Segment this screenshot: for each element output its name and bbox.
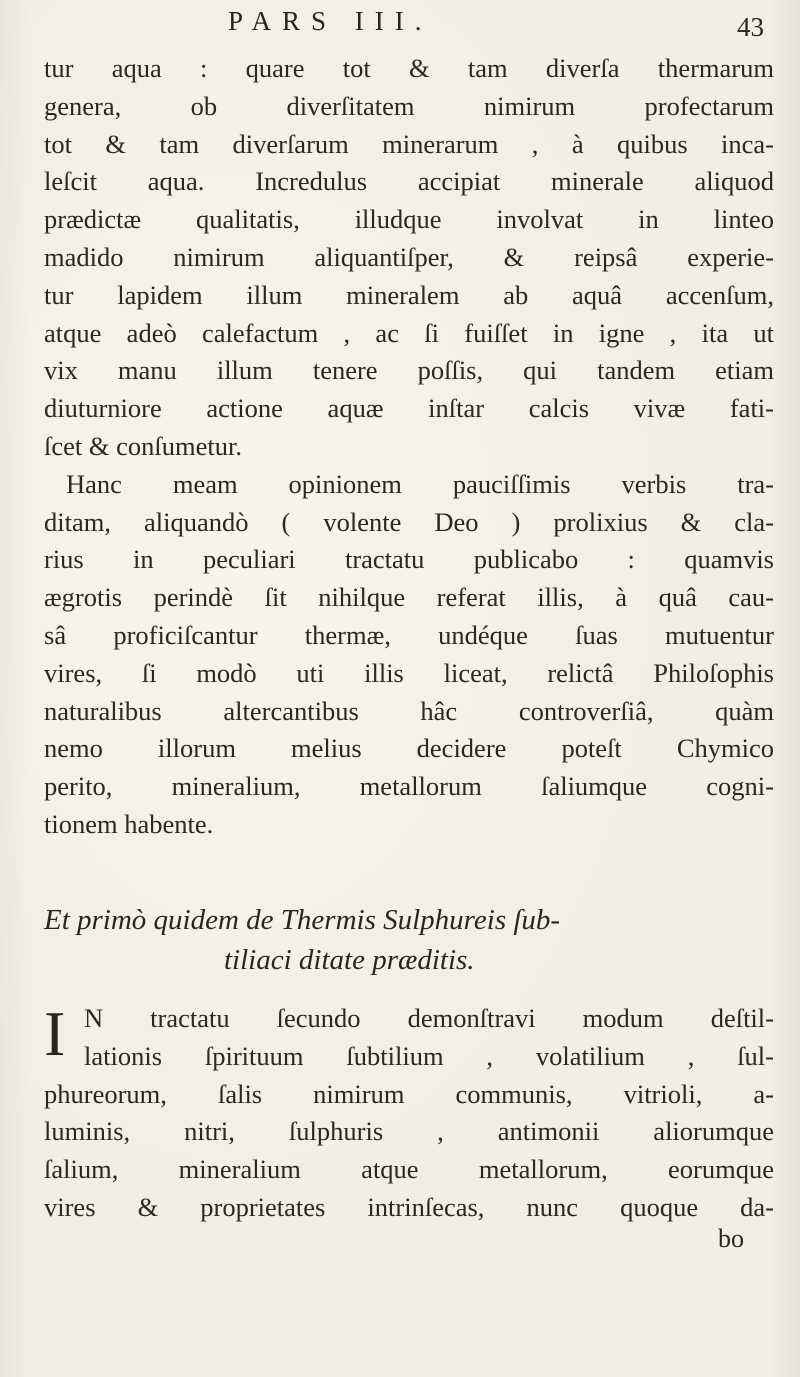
section-body [44, 1000, 774, 1227]
text-line: tionem habente. [44, 808, 214, 839]
text-line: phureorum, ſalis nimirum communis, vitrioli, a- [44, 1078, 774, 1109]
text-line: diuturniore actione aquæ inſtar calcis vivæ fati- [44, 393, 774, 424]
text-line: leſcit aqua. Incredulus accipiat minerale aliquod [44, 166, 774, 197]
text-line: vix manu illum tenere poſſis, qui tandem etiam [44, 355, 774, 386]
text-line: tur aqua : quare tot & tam diverſa thermarum [44, 53, 774, 83]
section-heading-line: Et primò quidem de Thermis Sulphureis ſub- [44, 904, 561, 936]
text-line: sâ proficiſcantur thermæ, undéque ſuas mutuentur [44, 619, 774, 650]
text-line: luminis, nitri, ſulphuris , antimonii aliorumque [44, 1116, 774, 1147]
text-line: nemo illorum melius decidere poteſt Chymico [44, 733, 774, 764]
text-line: ditam, aliquandò ( volente Deo ) prolixius & cla- [44, 506, 774, 537]
text-line: vires, ſi modò uti illis liceat, relictâ Philoſophis [44, 657, 774, 688]
text-line: N tractatu ſecundo demonſtravi modum deſtil- [84, 1003, 774, 1033]
drop-initial: I [44, 998, 66, 1069]
text-line: rius in peculiari tractatu publicabo : quamvis [44, 544, 774, 575]
page-header [0, 4, 800, 44]
text-line: perito, mineralium, metallorum ſaliumque cogni- [44, 771, 774, 802]
text-line: tot & tam diverſarum minerarum , à quibus inca- [44, 128, 774, 159]
text-line: atque adeò calefactum , ac ſi fuiſſet in igne , ita ut [44, 317, 774, 348]
text-line: ſcet & conſumetur. [44, 430, 242, 461]
section-heading-line: tiliaci ditate præditis. [224, 944, 475, 976]
text-line: lationis ſpirituum ſubtilium , volatilium , ſul- [84, 1040, 774, 1071]
text-line: tur lapidem illum mineralem ab aquâ accenſum, [44, 279, 774, 310]
text-line: prædictæ qualitatis, illudque involvat in linteo [44, 204, 774, 235]
text-line: ſalium, mineralium atque metallorum, eorumque [44, 1154, 774, 1185]
text-line: naturalibus altercantibus hâc controverſiâ, quàm [44, 695, 774, 726]
page-number: 43 [737, 12, 764, 42]
text-line: Hanc meam opinionem pauciſſimis verbis tra- [66, 468, 774, 499]
catchword: bo [718, 1224, 744, 1253]
text-line: vires & proprietates intrinſecas, nunc quoque da- [44, 1191, 774, 1222]
text-line: madido nimirum aliquantiſper, & reipsâ experie- [44, 241, 774, 272]
body-text [44, 50, 774, 844]
text-line: genera, ob diverſitatem nimirum profectarum [44, 90, 774, 121]
section-heading [44, 900, 744, 980]
running-head: PARS III. [228, 6, 433, 36]
text-line: ægrotis perindè ſit nihilque referat illis, à quâ cau- [44, 582, 774, 613]
